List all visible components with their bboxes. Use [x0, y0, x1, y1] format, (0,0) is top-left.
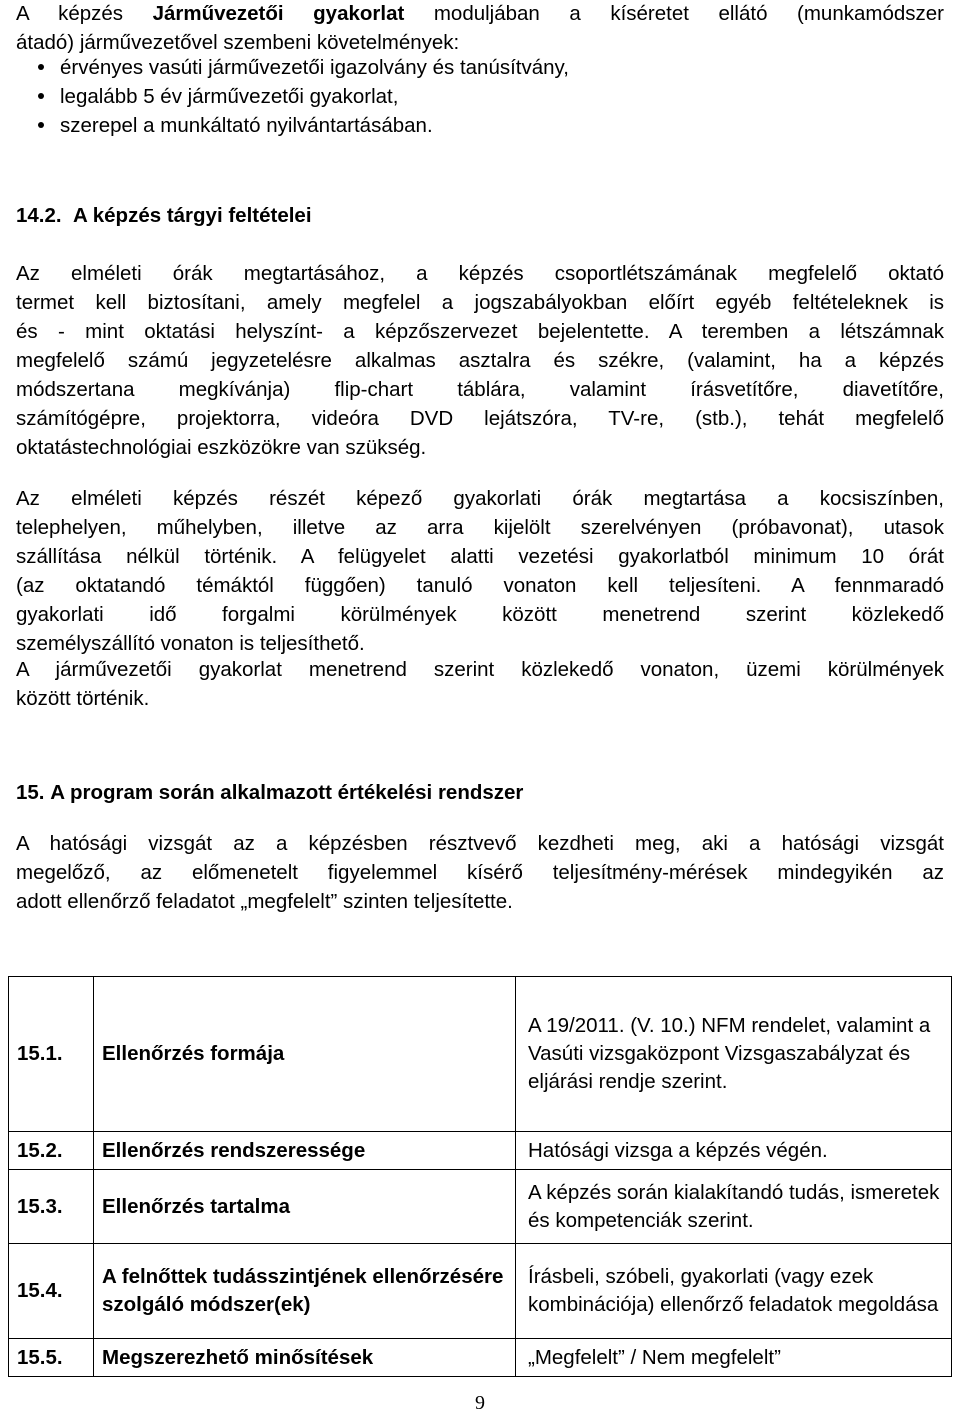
- intro-line-1: [16, 0, 944, 28]
- row-label: Ellenőrzés tartalma: [94, 1170, 516, 1244]
- intro-line-2: átadó) járművezetővel szembeni követelmények:: [16, 31, 460, 54]
- paragraph-line: szállítása nélkül történik. A felügyelet alatti vezetési gyakorlatból minimum 10 órát: [16, 545, 944, 568]
- paragraph-facilities: [16, 259, 944, 462]
- paragraph-line: megfelelő számú jegyzetelésre alkalmas asztalra és székre, (valamint, ha a képzés: [16, 349, 944, 372]
- requirements-list: [16, 53, 916, 140]
- evaluation-table: [8, 976, 952, 1377]
- section-title: A képzés tárgyi feltételei: [73, 204, 312, 227]
- paragraph-line: számítógépre, projektorra, videóra DVD lejátszóra, TV-re, (stb.), tehát megfelelő: [16, 407, 944, 430]
- paragraph-line: személyszállító vonaton is teljesíthető.: [16, 632, 365, 655]
- module-name: Járművezetői gyakorlat: [152, 2, 405, 25]
- paragraph-line: között történik.: [16, 687, 150, 710]
- paragraph-line: A hatósági vizsgát az a képzésben résztvevő kezdheti meg, aki a hatósági vizsgát: [16, 832, 944, 855]
- row-value: A képzés során kialakítandó tudás, ismeretek és kompetenciák szerint.: [516, 1170, 952, 1244]
- paragraph-line: Az elméleti órák megtartásához, a képzés csoportlétszámának megfelelő oktató: [16, 262, 944, 285]
- row-value: Írásbeli, szóbeli, gyakorlati (vagy ezek kombinációja) ellenőrző feladatok megoldása: [516, 1244, 952, 1339]
- intro-suffix: moduljában a kíséretet ellátó (munkamódszer: [404, 2, 944, 25]
- paragraph-line: A járművezetői gyakorlat menetrend szerint közlekedő vonaton, üzemi körülmények: [16, 658, 944, 681]
- paragraph-line: módszertana megkívánja) flip-chart táblára, valamint írásvetítőre, diavetítőre,: [16, 378, 944, 401]
- table-row: [9, 1132, 952, 1170]
- paragraph-line: megelőző, az előmenetelt figyelemmel kísérő teljesítmény-mérések mindegyikén az: [16, 861, 944, 884]
- paragraph-line: gyakorlati idő forgalmi körülmények között menetrend szerint közlekedő: [16, 603, 944, 626]
- list-item: [16, 111, 916, 140]
- list-item: [16, 82, 916, 111]
- table-row: [9, 977, 952, 1132]
- paragraph-line: oktatástechnológiai eszközökre van szükség.: [16, 436, 427, 459]
- paragraph-line: termet kell biztosítani, amely megfelel a jogszabályokban előírt egyéb feltételeknek is: [16, 291, 944, 314]
- section-heading-14-2: [16, 201, 312, 230]
- row-label: Megszerezhető minősítések: [94, 1339, 516, 1377]
- table-row: [9, 1170, 952, 1244]
- list-item-text: érvényes vasúti járművezetői igazolvány és tanúsítvány,: [60, 56, 569, 79]
- paragraph-line: adott ellenőrző feladatot „megfelelt” szinten teljesítette.: [16, 890, 513, 913]
- list-item-text: legalább 5 év járművezetői gyakorlat,: [60, 85, 399, 108]
- section-title: A program során alkalmazott értékelési rendszer: [50, 781, 524, 804]
- paragraph-line: Az elméleti képzés részét képező gyakorlati órák megtartása a kocsiszínben,: [16, 487, 944, 510]
- row-number: 15.1.: [9, 977, 94, 1132]
- list-item: [16, 53, 916, 82]
- row-label: Ellenőrzés rendszeressége: [94, 1132, 516, 1170]
- page-number: 9: [475, 1392, 485, 1414]
- table-row: [9, 1339, 952, 1377]
- list-item-text: szerepel a munkáltató nyilvántartásában.: [60, 114, 433, 137]
- row-value: A 19/2011. (V. 10.) NFM rendelet, valamint a Vasúti vizsgaközpont Vizsgaszabályzat és eljárási rendje szerint.: [516, 977, 952, 1132]
- section-number: 15.: [16, 781, 45, 804]
- paragraph-driving: [16, 655, 944, 713]
- section-heading-15: [16, 778, 523, 807]
- row-number: 15.4.: [9, 1244, 94, 1339]
- row-label: A felnőttek tudásszintjének ellenőrzésére szolgáló módszer(ek): [94, 1244, 516, 1339]
- paragraph-line: telephelyen, műhelyben, illetve az arra kijelölt szerelvényen (próbavonat), utasok: [16, 516, 944, 539]
- intro-prefix: A képzés: [16, 2, 153, 25]
- row-value: Hatósági vizsga a képzés végén.: [516, 1132, 952, 1170]
- paragraph-practice: [16, 484, 944, 658]
- row-label: Ellenőrzés formája: [94, 977, 516, 1132]
- paragraph-exam: [16, 829, 944, 916]
- intro-paragraph: [16, 0, 944, 57]
- bullet-icon: [38, 122, 44, 128]
- row-number: 15.5.: [9, 1339, 94, 1377]
- bullet-icon: [38, 93, 44, 99]
- row-number: 15.3.: [9, 1170, 94, 1244]
- bullet-icon: [38, 64, 44, 70]
- table-row: [9, 1244, 952, 1339]
- row-value: „Megfelelt” / Nem megfelelt”: [516, 1339, 952, 1377]
- row-number: 15.2.: [9, 1132, 94, 1170]
- paragraph-line: (az oktatandó témáktól függően) tanuló vonaton kell teljesíteni. A fennmaradó: [16, 574, 944, 597]
- section-number: 14.2.: [16, 204, 62, 227]
- paragraph-line: és - mint oktatási helyszínt- a képzőszervezet bejelentette. A teremben a létszámnak: [16, 320, 944, 343]
